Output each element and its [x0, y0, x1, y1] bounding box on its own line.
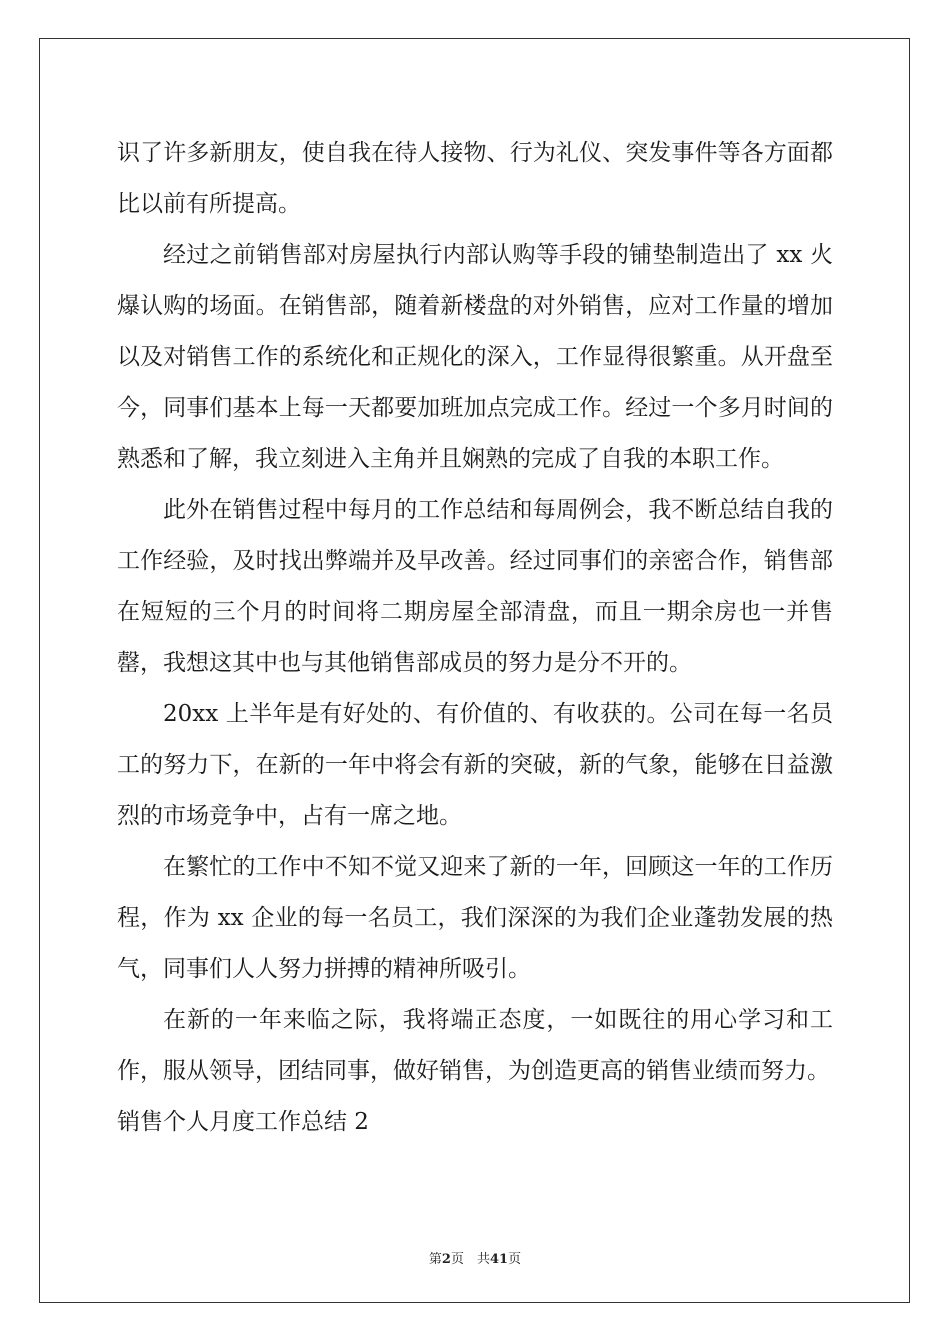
page-footer: [0, 1248, 950, 1267]
document-body: [117, 128, 833, 1148]
total-page-number: 41: [489, 1252, 509, 1267]
current-page-number: 2: [441, 1252, 451, 1267]
paragraph-2: 经过之前销售部对房屋执行内部认购等手段的铺垫制造出了 xx 火爆认购的场面。在销售部，随着新楼盘的对外销售，应对工作量的增加以及对销售工作的系统化和正规化的深入，工作显得很繁重。从开盘至今，同事们基本上每一天都要加班加点完成工作。经过一个多月时间的熟悉和了解，我立刻进入主角并且娴熟的完成了自我的本职工作。: [117, 242, 833, 472]
paragraph-3: 此外在销售过程中每月的工作总结和每周例会，我不断总结自我的工作经验，及时找出弊端并及早改善。经过同事们的亲密合作，销售部在短短的三个月的时间将二期房屋全部清盘，而且一期余房也一并售罄，我想这其中也与其他销售部成员的努力是分不开的。: [117, 497, 833, 676]
paragraph-1: 识了许多新朋友，使自我在待人接物、行为礼仪、突发事件等各方面都比以前有所提高。: [117, 140, 833, 217]
section-heading: 销售个人月度工作总结 2: [117, 1109, 369, 1135]
footer-prefix: 第: [428, 1252, 442, 1267]
paragraph-4: 20xx 上半年是有好处的、有价值的、有收获的。公司在每一名员工的努力下，在新的一年中将会有新的突破，新的气象，能够在日益激烈的市场竞争中，占有一席之地。: [117, 701, 833, 829]
footer-suffix: 页: [508, 1252, 522, 1267]
footer-mid: 页 共: [450, 1252, 490, 1267]
paragraph-6: 在新的一年来临之际，我将端正态度，一如既往的用心学习和工作，服从领导，团结同事，做好销售，为创造更高的销售业绩而努力。: [117, 1007, 833, 1084]
paragraph-5: 在繁忙的工作中不知不觉又迎来了新的一年，回顾这一年的工作历程，作为 xx 企业的每一名员工，我们深深的为我们企业蓬勃发展的热气，同事们人人努力拼搏的精神所吸引。: [117, 854, 833, 982]
